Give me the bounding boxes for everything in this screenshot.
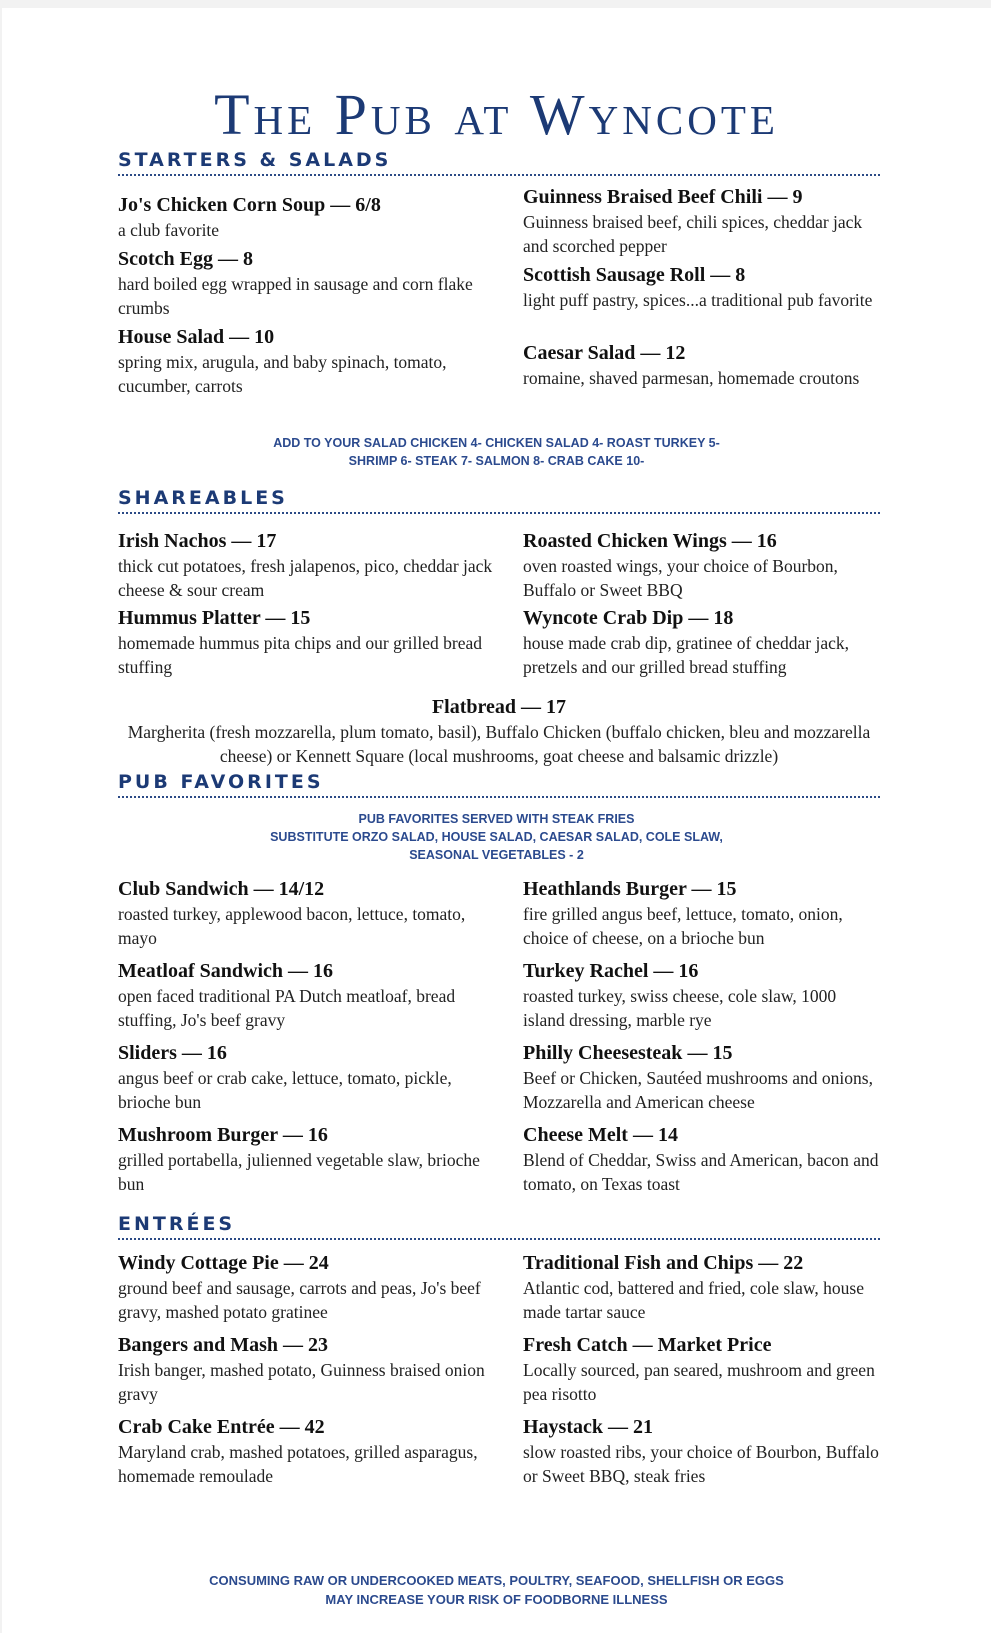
item-description: angus beef or crab cake, lettuce, tomato, pickle, brioche bun (118, 1068, 452, 1112)
menu-item: Crab Cake Entrée — 42 Maryland crab, mashed potatoes, grilled asparagus, homemade remoulade (118, 1414, 498, 1488)
item-price: 24 (308, 1252, 329, 1274)
item-price: 18 (713, 607, 734, 629)
item-price: 21 (633, 1416, 653, 1438)
item-name: Irish Nachos (118, 530, 227, 552)
item-description: grilled portabella, julienned vegetable slaw, brioche bun (118, 1150, 480, 1194)
item-price: 16 (307, 1124, 328, 1146)
item-price: 16 (678, 960, 699, 982)
item-price: 23 (308, 1334, 329, 1356)
item-name: Mushroom Burger (118, 1124, 278, 1146)
item-description: hard boiled egg wrapped in sausage and corn flake crumbs (118, 274, 473, 318)
item-name: Scottish Sausage Roll (523, 264, 706, 286)
item-price: 16 (313, 960, 333, 982)
flatbread-item: Flatbread — 17 Margherita (fresh mozzarella, plum tomato, basil), Buffalo Chicken (buffalo chicken, bleu and mozzarella cheese) or Kennett Square (local mushrooms, goat cheese and balsamic drizzle) (118, 694, 880, 768)
item-description: fire grilled angus beef, lettuce, tomato, onion, choice of cheese, on a brioche bun (523, 904, 843, 948)
pub-favorites-section (118, 770, 880, 798)
food-safety-warning: MAY INCREASE YOUR RISK OF FOODBORNE ILLNESS (325, 1592, 668, 1607)
item-description: ground beef and sausage, carrots and peas, Jo's beef gravy, mashed potato gratinee (118, 1278, 481, 1322)
menu-item: Scottish Sausage Roll — 8 light puff pastry, spices...a traditional pub favorite (523, 262, 880, 312)
menu-item: Roasted Chicken Wings — 16 oven roasted wings, your choice of Bourbon, Buffalo or Sweet BBQ (523, 528, 880, 602)
item-name: Traditional Fish and Chips (523, 1252, 754, 1274)
item-description: light puff pastry, spices...a traditional pub favorite (523, 290, 873, 310)
salad-addons-line: SHRIMP 6- STEAK 7- SALMON 8- CRAB CAKE 10- (348, 454, 645, 468)
item-price: 17 (546, 696, 567, 718)
pub-favorites-note: SUBSTITUTE ORZO SALAD, HOUSE SALAD, CAESAR SALAD, COLE SLAW, (270, 830, 723, 844)
entrees-section (118, 1212, 880, 1486)
menu-item: Turkey Rachel — 16 roasted turkey, swiss cheese, cole slaw, 1000 island dressing, marble rye (523, 958, 880, 1032)
menu-item: Meatloaf Sandwich — 16 open faced traditional PA Dutch meatloaf, bread stuffing, Jo's beef gravy (118, 958, 498, 1032)
pub-favorites-note: PUB FAVORITES SERVED WITH STEAK FRIES (358, 812, 635, 826)
item-name: Hummus Platter (118, 607, 261, 629)
item-name: Club Sandwich (118, 878, 249, 900)
menu-item: Scotch Egg — 8 hard boiled egg wrapped in sausage and corn flake crumbs (118, 246, 498, 320)
menu-item: Heathlands Burger — 15 fire grilled angus beef, lettuce, tomato, onion, choice of cheese, on a brioche bun (523, 876, 880, 950)
item-price: 8 (243, 248, 253, 270)
menu-item: Windy Cottage Pie — 24 ground beef and sausage, carrots and peas, Jo's beef gravy, mashed potato gratinee (118, 1250, 498, 1324)
item-name: Bangers and Mash (118, 1334, 279, 1356)
menu-item: Traditional Fish and Chips — 22 Atlantic cod, battered and fried, cole slaw, house made tartar sauce (523, 1250, 880, 1324)
section-heading: STARTERS & SALADS (118, 148, 880, 176)
item-name: House Salad (118, 326, 225, 348)
item-name: Heathlands Burger (523, 878, 687, 900)
food-safety-warning: CONSUMING RAW OR UNDERCOOKED MEATS, POULTRY, SEAFOOD, SHELLFISH OR EGGS (209, 1573, 784, 1588)
item-price: 22 (783, 1252, 804, 1274)
item-name: Roasted Chicken Wings (523, 530, 727, 552)
menu-item: Philly Cheesesteak — 15 Beef or Chicken, Sautéed mushrooms and onions, Mozzarella and American cheese (523, 1040, 880, 1114)
item-description: spring mix, arugula, and baby spinach, tomato, cucumber, carrots (118, 352, 447, 396)
item-description: Margherita (fresh mozzarella, plum tomato, basil), Buffalo Chicken (buffalo chicken, bleu and mozzarella cheese) or Kennett Square (local mushrooms, goat cheese and balsamic drizzle) (127, 722, 871, 766)
menu-item: Guinness Braised Beef Chili — 9 Guinness braised beef, chili spices, cheddar jack and scorched pepper (523, 184, 880, 258)
menu-item: Cheese Melt — 14 Blend of Cheddar, Swiss and American, bacon and tomato, on Texas toast (523, 1124, 879, 1194)
item-name: Fresh Catch (523, 1334, 628, 1356)
item-name: Jo's Chicken Corn Soup (118, 194, 326, 216)
item-description: romaine, shaved parmesan, homemade croutons (523, 368, 860, 388)
menu-title: The Pub at Wyncote (214, 82, 779, 147)
item-price: 9 (792, 186, 803, 208)
item-name: Haystack (523, 1416, 603, 1438)
item-name: Sliders (118, 1042, 177, 1064)
item-description: thick cut potatoes, fresh jalapenos, pico, cheddar jack cheese & sour cream (118, 556, 493, 600)
item-price: 14/12 (278, 878, 325, 900)
starters-section (118, 148, 880, 396)
item-description: Beef or Chicken, Sautéed mushrooms and onions, Mozzarella and American cheese (523, 1068, 873, 1112)
menu-item: Fresh Catch — Market Price Locally sourced, pan seared, mushroom and green pea risotto (523, 1332, 880, 1406)
salad-addons-line: ADD TO YOUR SALAD CHICKEN 4- CHICKEN SALAD 4- ROAST TURKEY 5- (273, 436, 720, 450)
menu-item: Hummus Platter — 15 homemade hummus pita chips and our grilled bread stuffing (118, 605, 498, 679)
section-heading: ENTRÉES (118, 1212, 880, 1240)
item-description: house made crab dip, gratinee of cheddar jack, pretzels and our grilled bread stuffing (523, 633, 850, 677)
item-price: 8 (735, 264, 746, 286)
item-name: Crab Cake Entrée (118, 1416, 275, 1438)
item-name: Cheese Melt (523, 1124, 628, 1146)
item-name: Scotch Egg (118, 248, 213, 270)
item-name: Flatbread (431, 696, 517, 718)
menu-item: Haystack — 21 slow roasted ribs, your choice of Bourbon, Buffalo or Sweet BBQ, steak fries (523, 1416, 879, 1486)
item-name: Meatloaf Sandwich (118, 960, 283, 982)
item-description: roasted turkey, applewood bacon, lettuce, tomato, mayo (118, 904, 466, 948)
section-heading: PUB FAVORITES (118, 770, 880, 798)
item-price: 12 (665, 342, 686, 364)
item-price: 6/8 (355, 194, 381, 216)
menu-item: Bangers and Mash — 23 Irish banger, mashed potato, Guinness braised onion gravy (118, 1332, 498, 1406)
menu-page (2, 8, 991, 1633)
item-description: Atlantic cod, battered and fried, cole slaw, house made tartar sauce (523, 1278, 864, 1322)
item-name: Turkey Rachel (523, 960, 649, 982)
menu-item: Club Sandwich — 14/12 roasted turkey, applewood bacon, lettuce, tomato, mayo (118, 876, 498, 950)
item-description: roasted turkey, swiss cheese, cole slaw, 1000 island dressing, marble rye (523, 986, 837, 1030)
shareables-section (118, 486, 880, 677)
item-description: a club favorite (118, 220, 220, 240)
item-description: open faced traditional PA Dutch meatloaf, bread stuffing, Jo's beef gravy (118, 986, 456, 1030)
menu-item: Sliders — 16 angus beef or crab cake, lettuce, tomato, pickle, brioche bun (118, 1040, 498, 1114)
item-price: 16 (206, 1042, 227, 1064)
pub-favorites-note: SEASONAL VEGETABLES - 2 (409, 848, 584, 862)
item-price: 14 (657, 1124, 678, 1146)
item-price: 42 (304, 1416, 325, 1438)
item-name: Wyncote Crab Dip (523, 607, 684, 629)
item-price: Market Price (657, 1334, 772, 1356)
item-name: Windy Cottage Pie (118, 1252, 279, 1274)
item-price: 16 (756, 530, 777, 552)
item-price: 15 (712, 1042, 733, 1064)
item-description: homemade hummus pita chips and our grilled bread stuffing (118, 633, 483, 677)
item-price: 15 (290, 607, 311, 629)
item-description: Locally sourced, pan seared, mushroom and green pea risotto (523, 1360, 875, 1404)
item-name: Caesar Salad (523, 342, 636, 364)
item-description: slow roasted ribs, your choice of Bourbon, Buffalo or Sweet BBQ, steak fries (523, 1442, 879, 1486)
item-description: Irish banger, mashed potato, Guinness braised onion gravy (118, 1360, 485, 1404)
item-name: Guinness Braised Beef Chili (523, 186, 763, 208)
item-price: 10 (254, 326, 275, 348)
item-description: Guinness braised beef, chili spices, cheddar jack and scorched pepper (523, 212, 863, 256)
section-heading: SHAREABLES (118, 486, 880, 514)
menu-item: Jo's Chicken Corn Soup — 6/8 a club favorite (118, 192, 498, 242)
item-description: oven roasted wings, your choice of Bourbon, Buffalo or Sweet BBQ (523, 556, 838, 600)
menu-item: Wyncote Crab Dip — 18 house made crab dip, gratinee of cheddar jack, pretzels and our grilled bread stuffing (523, 605, 880, 679)
menu-item: Caesar Salad — 12 romaine, shaved parmesan, homemade croutons (523, 340, 880, 390)
item-price: 17 (256, 530, 277, 552)
item-name: Philly Cheesesteak (523, 1042, 683, 1064)
item-price: 15 (716, 878, 737, 900)
item-description: Maryland crab, mashed potatoes, grilled asparagus, homemade remoulade (118, 1442, 478, 1486)
item-description: Blend of Cheddar, Swiss and American, bacon and tomato, on Texas toast (523, 1150, 879, 1194)
menu-item: House Salad — 10 spring mix, arugula, and baby spinach, tomato, cucumber, carrots (118, 324, 498, 398)
menu-item: Irish Nachos — 17 thick cut potatoes, fresh jalapenos, pico, cheddar jack cheese & sour cream (118, 528, 498, 602)
menu-item: Mushroom Burger — 16 grilled portabella, julienned vegetable slaw, brioche bun (118, 1122, 498, 1196)
